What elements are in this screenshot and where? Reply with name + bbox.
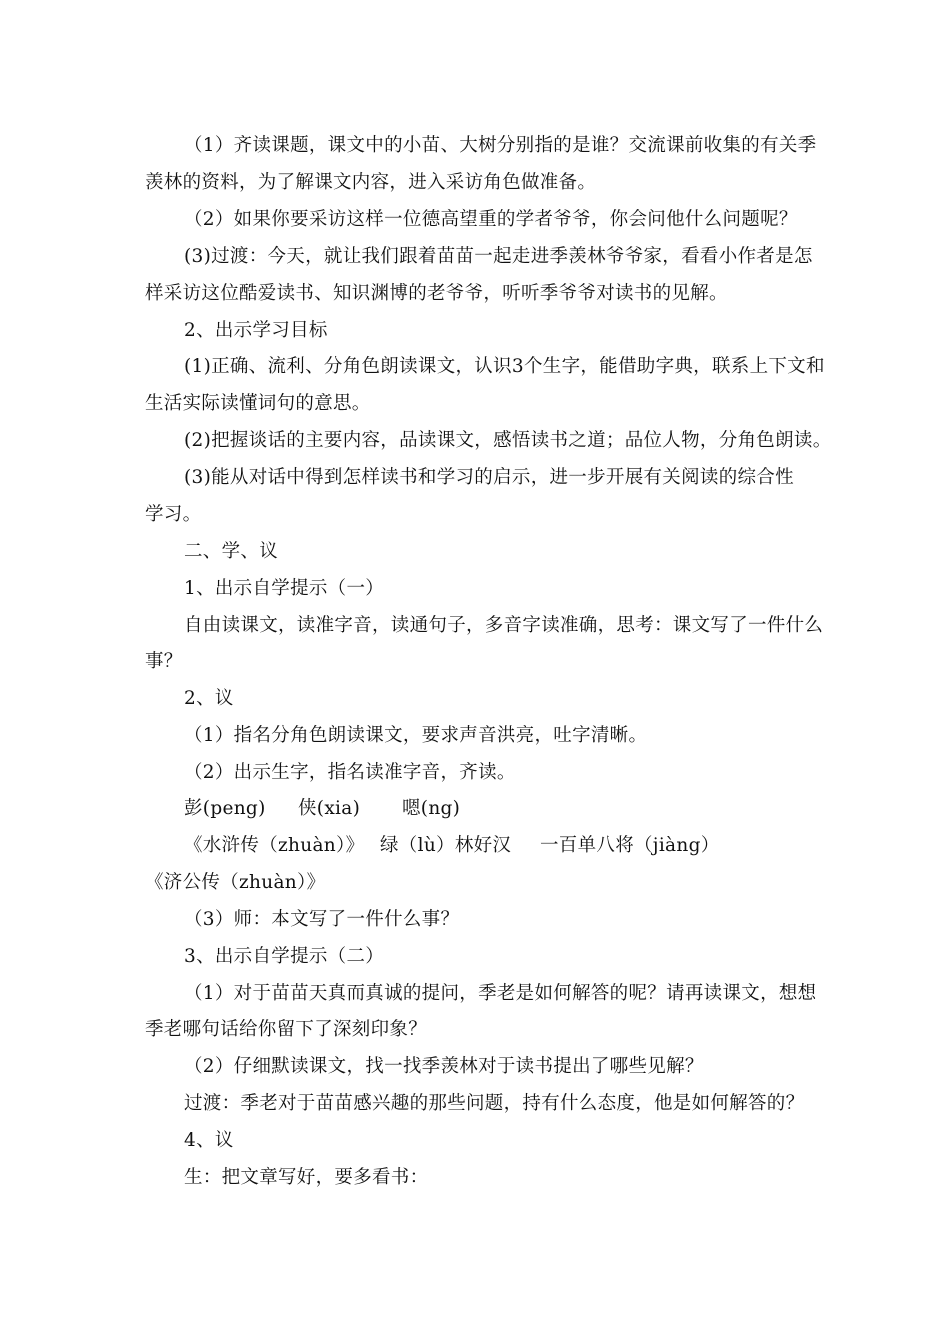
pinyin-item: 嗯(ng)	[402, 798, 461, 819]
pinyin-item: 绿（lù）林好汉	[380, 835, 512, 856]
text-line: 自由读课文，读准字音，读通句子，多音字读准确，思考：课文写了一件什么	[184, 615, 824, 636]
text-line: (1)正确、流利、分角色朗读课文，认识3个生字，能借助字典，联系上下文和	[184, 356, 825, 377]
text-line: (2)把握谈话的主要内容，品读课文，感悟读书之道；品位人物，分角色朗读。	[184, 430, 832, 451]
section-heading: 3、出示自学提示（二）	[184, 946, 385, 967]
section-heading: 二、学、议	[184, 541, 279, 562]
text-line: 生：把文章写好，要多看书：	[184, 1167, 429, 1188]
text-line: 学习。	[145, 504, 202, 525]
text-line: （2）出示生字，指名读准字音，齐读。	[184, 762, 516, 783]
pinyin-item: 《济公传（zhuàn）》	[145, 872, 326, 893]
pinyin-item: 彭(peng)	[184, 798, 266, 819]
pinyin-item: 《水浒传（zhuàn）》	[184, 835, 365, 856]
section-heading: 1、出示自学提示（一）	[184, 578, 385, 599]
text-line: 季老哪句话给你留下了深刻印象？	[145, 1019, 428, 1040]
text-line: 过渡：季老对于苗苗感兴趣的那些问题，持有什么态度，他是如何解答的？	[184, 1093, 805, 1114]
text-line: （2）如果你要采访这样一位德高望重的学者爷爷，你会问他什么问题呢？	[184, 209, 798, 230]
text-line: 事？	[145, 651, 183, 672]
section-heading: 2、出示学习目标	[184, 320, 328, 341]
text-line: (3)能从对话中得到怎样读书和学习的启示，进一步开展有关阅读的综合性	[184, 467, 794, 488]
text-line: 样采访这位酷爱读书、知识渊博的老爷爷，听听季爷爷对读书的见解。	[145, 283, 728, 304]
text-line: （1）齐读课题，课文中的小苗、大树分别指的是谁？交流课前收集的有关季	[184, 135, 817, 156]
text-line: （2）仔细默读课文，找一找季羡林对于读书提出了哪些见解？	[184, 1056, 704, 1077]
text-line: （1）对于苗苗天真而真诚的提问，季老是如何解答的呢？请再读课文，想想	[184, 983, 817, 1004]
text-line: 羡林的资料，为了解课文内容，进入采访角色做准备。	[145, 172, 597, 193]
text-line: (3)过渡：今天，就让我们跟着苗苗一起走进季羡林爷爷家，看看小作者是怎	[184, 246, 813, 267]
section-heading: 2、议	[184, 688, 234, 709]
text-line: （3）师：本文写了一件什么事？	[184, 909, 460, 930]
text-line: 生活实际读懂词句的意思。	[145, 393, 371, 414]
text-line: （1）指名分角色朗读课文，要求声音洪亮，吐字清晰。	[184, 725, 648, 746]
pinyin-item: 一百单八将（jiàng）	[540, 835, 720, 856]
pinyin-item: 侠(xia)	[298, 798, 361, 819]
section-heading: 4、议	[184, 1130, 234, 1151]
